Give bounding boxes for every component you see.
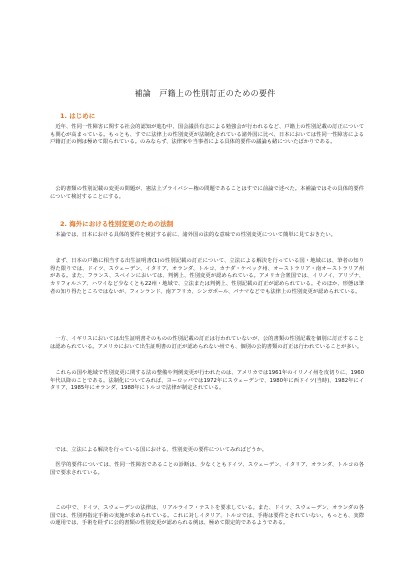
paragraph: 本論では、日本における具体的要件を検討する前に、諸外国の法的な意味での性別変更について簡単に見ておきたい。 [50,232,336,238]
paragraph: 一方、イギリスにおいては出生証明書そのものの性別記載の訂正は行われていないが、公的書類の性別記載を個別に訂正することは認められている。アメリカにおいて出生証明書の訂正が認められない州でも、個別の公的書類の訂正は行われていることが多い。 [50,336,364,350]
document-title: 補論 戸籍上の性別訂正のための要件 [134,89,276,98]
paragraph: では、立法による解決を行っている国における、性別変更の要件についてみればどうか。 [50,447,268,453]
paragraph: この中で、ドイツ、スウェーデンの法律は、リアルライフ・テストを要求している。また、ドイツ、スウェーデン、オランダの各国では、性別再指定手術の実施が求められている。これに対しイタリア、トルコでは、手術は要件とされていない。もっとも、実際の運用では、手術を経ずに公的書類の性別変更が認められる例は、極めて限定的であるようである。 [50,505,364,527]
section-heading-foreign-law: 2. 海外における性別変更のための法制 [60,220,174,228]
paragraph: これらの国や地域で性別変更に関する法の整備や判例変更が行われたのは、アメリカでは1961年のイリノイ州を皮切りに、1960年代以降のことである。法制化についてみれば、ヨーロッパでは1972年にスウェーデンで、1980年に西ドイツ(当時)、1982年にイタリア、1985年にオランダ、1988年にトルコで法律が制定されている。 [50,370,364,392]
paragraph: まず、日本の戸籍に相当する出生証明書(1)の性別記載の訂正について、立法による解決を行っている国・地域には、筆者の知り得た限りでは、ドイツ、スウェーデン、イタリア、オランダ、トルコ、カナダ・ケベック州、オーストラリア・南オーストラリア州がある。また、フランス、スペインにおいては、判例上、性別変更が認められている。アメリカ合衆国では、イリノイ、アリゾナ、カリフォルニア、ハワイなど少なくとも22州・地域で、立法または判例上、性別記載の訂正が認められている。そのほか、形態は筆者の知り得たところではないが、フィンランド、南アフリカ、シンガポール、パナマなどでも法律上の性別変更が認められている。 [50,258,364,295]
paragraph: 公的書類の性別記載の変更の問題が、憲法上プライバシー権の問題であることはすでに前論で述べた。本補論ではその具体的要件について検討することにする。 [50,186,364,200]
paragraph: 近年、性同一性障害に関する社会的認知が進む中、国会議員有志による勉強会が行われるなど、戸籍上の性別記載の訂正についても関心が高まっている。もっとも、すでに法律上の性別変更が法制化されている諸外国に比べ、日本においては性同一性障害による戸籍訂正の例は極めて限られている。のみならず、法律家や当事者による具体的要件の議論も緒についたばかりである。 [50,124,364,146]
section-heading-introduction: 1. はじめに [60,112,96,120]
paragraph: 医学的要件については、性同一性障害であることの診断は、少なくともドイツ、スウェーデン、イタリア、オランダ、トルコの各国で要求されている。 [50,462,364,476]
